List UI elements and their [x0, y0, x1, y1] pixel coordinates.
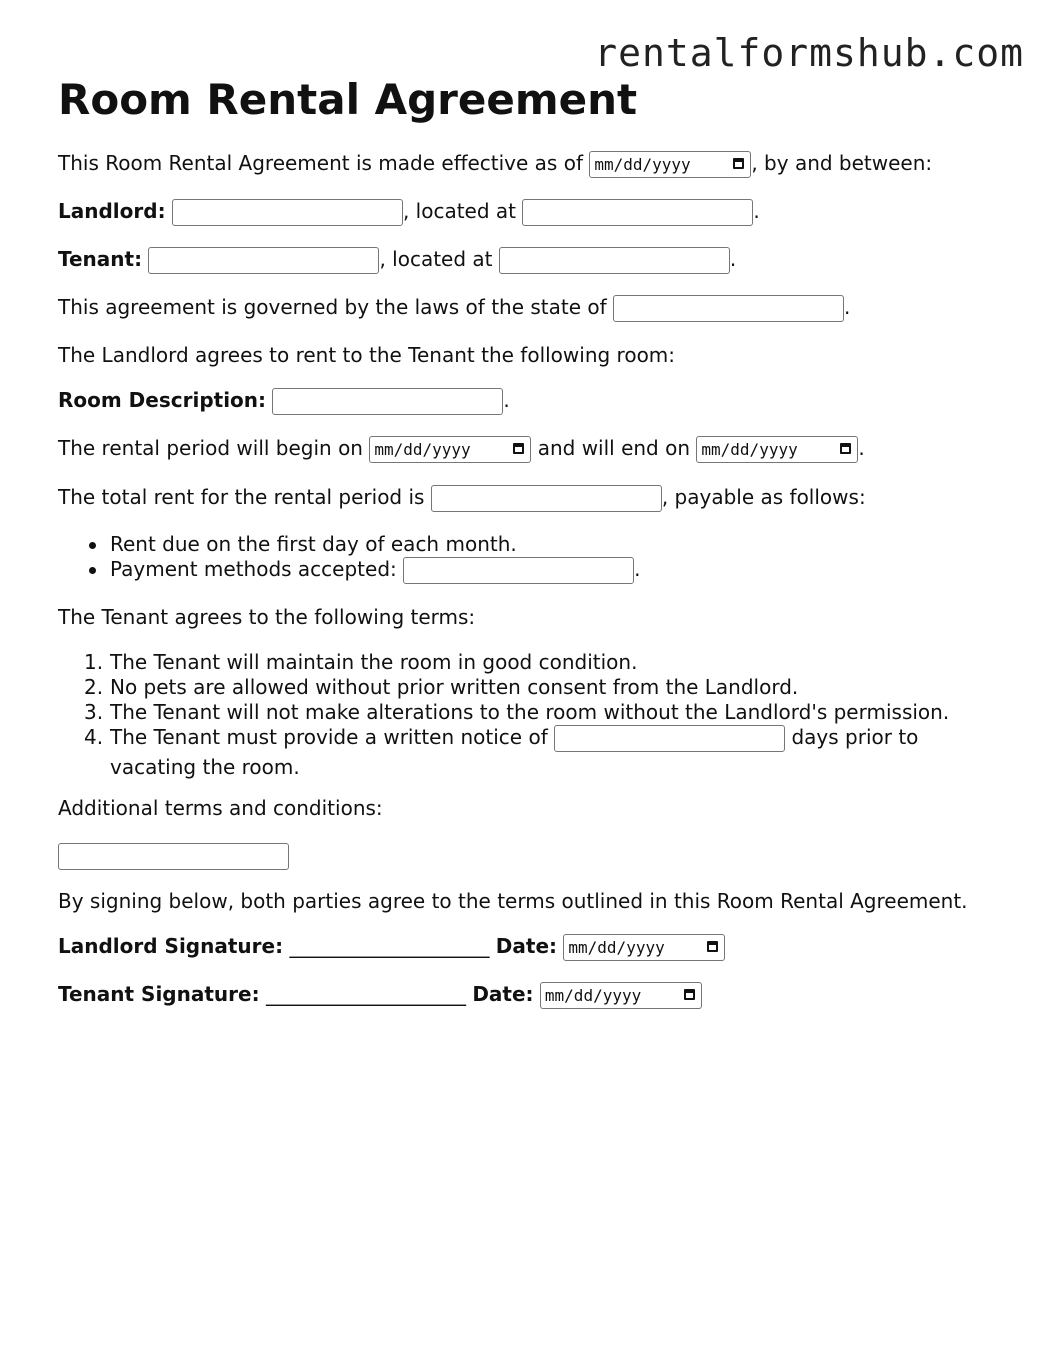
additional-terms-label: Additional terms and conditions:	[58, 796, 383, 820]
term-text: No pets are allowed without prior written consent from the Landlord.	[110, 675, 799, 699]
calendar-icon[interactable]	[840, 443, 851, 454]
payment-list	[58, 532, 640, 584]
start-date-input[interactable]	[369, 436, 531, 463]
governing-law-line	[58, 294, 850, 322]
landlord-address-input[interactable]	[522, 199, 753, 226]
list-item	[58, 700, 949, 725]
tenant-name-input[interactable]	[148, 247, 379, 274]
payable-text: , payable as follows:	[661, 485, 866, 509]
item-number: 3.	[84, 700, 104, 724]
landlord-signature-line	[58, 933, 725, 961]
room-description-input[interactable]	[272, 388, 503, 415]
landlord-signature-label: Landlord Signature:	[58, 934, 284, 958]
additional-terms-input[interactable]	[58, 843, 289, 870]
signing-note: By signing below, both parties agree to the terms outlined in this Room Rental Agreement.	[58, 889, 968, 913]
date-label: Date:	[495, 934, 558, 958]
list-item	[58, 532, 640, 557]
date-placeholder: mm/dd/yyyy	[568, 938, 665, 957]
period-text: .	[729, 247, 737, 271]
date-placeholder: mm/dd/yyyy	[374, 440, 471, 459]
date-placeholder: mm/dd/yyyy	[594, 155, 691, 174]
list-item	[58, 675, 949, 700]
effective-date-input[interactable]	[589, 151, 751, 178]
payment-methods-text: Payment methods accepted:	[110, 557, 397, 581]
period-text: .	[844, 295, 851, 319]
term-text: The Tenant will maintain the room in good condition.	[110, 650, 638, 674]
intro-text: This Room Rental Agreement is made effective as of	[58, 151, 583, 175]
total-rent-line	[58, 484, 866, 512]
period-before-text: The rental period will begin on	[58, 436, 363, 460]
end-date-input[interactable]	[696, 436, 858, 463]
rent-due-text: Rent due on the first day of each month.	[110, 532, 517, 556]
list-item	[58, 557, 640, 584]
date-placeholder: mm/dd/yyyy	[701, 440, 798, 459]
item-number: 2.	[84, 675, 104, 699]
period-text: .	[634, 557, 641, 581]
tenant-signature-line	[58, 981, 702, 1009]
tenant-address-input[interactable]	[499, 247, 730, 274]
period-text: .	[858, 436, 865, 460]
item-number: 1.	[84, 650, 104, 674]
rental-period-line	[58, 435, 865, 463]
intro-after: , by and between:	[751, 151, 933, 175]
rent-intro: The Landlord agrees to rent to the Tenant the following room:	[58, 343, 676, 367]
total-rent-input[interactable]	[431, 485, 662, 512]
term-text: The Tenant will not make alterations to the room without the Landlord's permission.	[110, 700, 950, 724]
state-input[interactable]	[613, 295, 844, 322]
room-description-line	[58, 387, 510, 415]
tenant-date-input[interactable]	[540, 982, 702, 1009]
period-text: .	[753, 199, 760, 223]
landlord-name-input[interactable]	[172, 199, 403, 226]
total-rent-text: The total rent for the rental period is	[58, 485, 425, 509]
tenant-label: Tenant:	[58, 247, 143, 271]
landlord-line	[58, 198, 760, 226]
period-text: .	[503, 388, 510, 412]
list-item	[58, 650, 949, 675]
term-text: days prior to	[791, 725, 919, 749]
signature-line: ____________________	[265, 982, 466, 1006]
landlord-date-input[interactable]	[563, 934, 725, 961]
site-watermark: rentalformshub.com	[594, 31, 1024, 75]
calendar-icon[interactable]	[513, 443, 524, 454]
payment-methods-input[interactable]	[403, 557, 634, 584]
calendar-icon[interactable]	[733, 158, 744, 169]
date-placeholder: mm/dd/yyyy	[544, 986, 642, 1005]
signature-line: ____________________	[289, 934, 490, 958]
agreement-document	[58, 75, 1018, 1006]
landlord-label: Landlord:	[58, 199, 166, 223]
item-number: 4.	[84, 725, 104, 749]
period-middle-text: and will end on	[537, 436, 691, 460]
term-text: vacating the room.	[110, 755, 300, 779]
date-label: Date:	[472, 982, 534, 1006]
terms-list	[58, 650, 949, 782]
tenant-signature-label: Tenant Signature:	[58, 982, 260, 1006]
list-item	[58, 725, 949, 782]
terms-intro: The Tenant agrees to the following terms:	[58, 605, 476, 629]
located-at-text: , located at	[379, 247, 493, 271]
located-at-text: , located at	[402, 199, 516, 223]
term-text: The Tenant must provide a written notice of	[110, 725, 548, 749]
calendar-icon[interactable]	[684, 989, 695, 1000]
notice-days-input[interactable]	[554, 725, 785, 752]
calendar-icon[interactable]	[707, 941, 718, 952]
governing-text: This agreement is governed by the laws of the state of	[58, 295, 607, 319]
room-description-label: Room Description:	[58, 388, 267, 412]
intro-line	[58, 150, 932, 178]
page-title: Room Rental Agreement	[58, 75, 638, 124]
tenant-line	[58, 246, 736, 274]
